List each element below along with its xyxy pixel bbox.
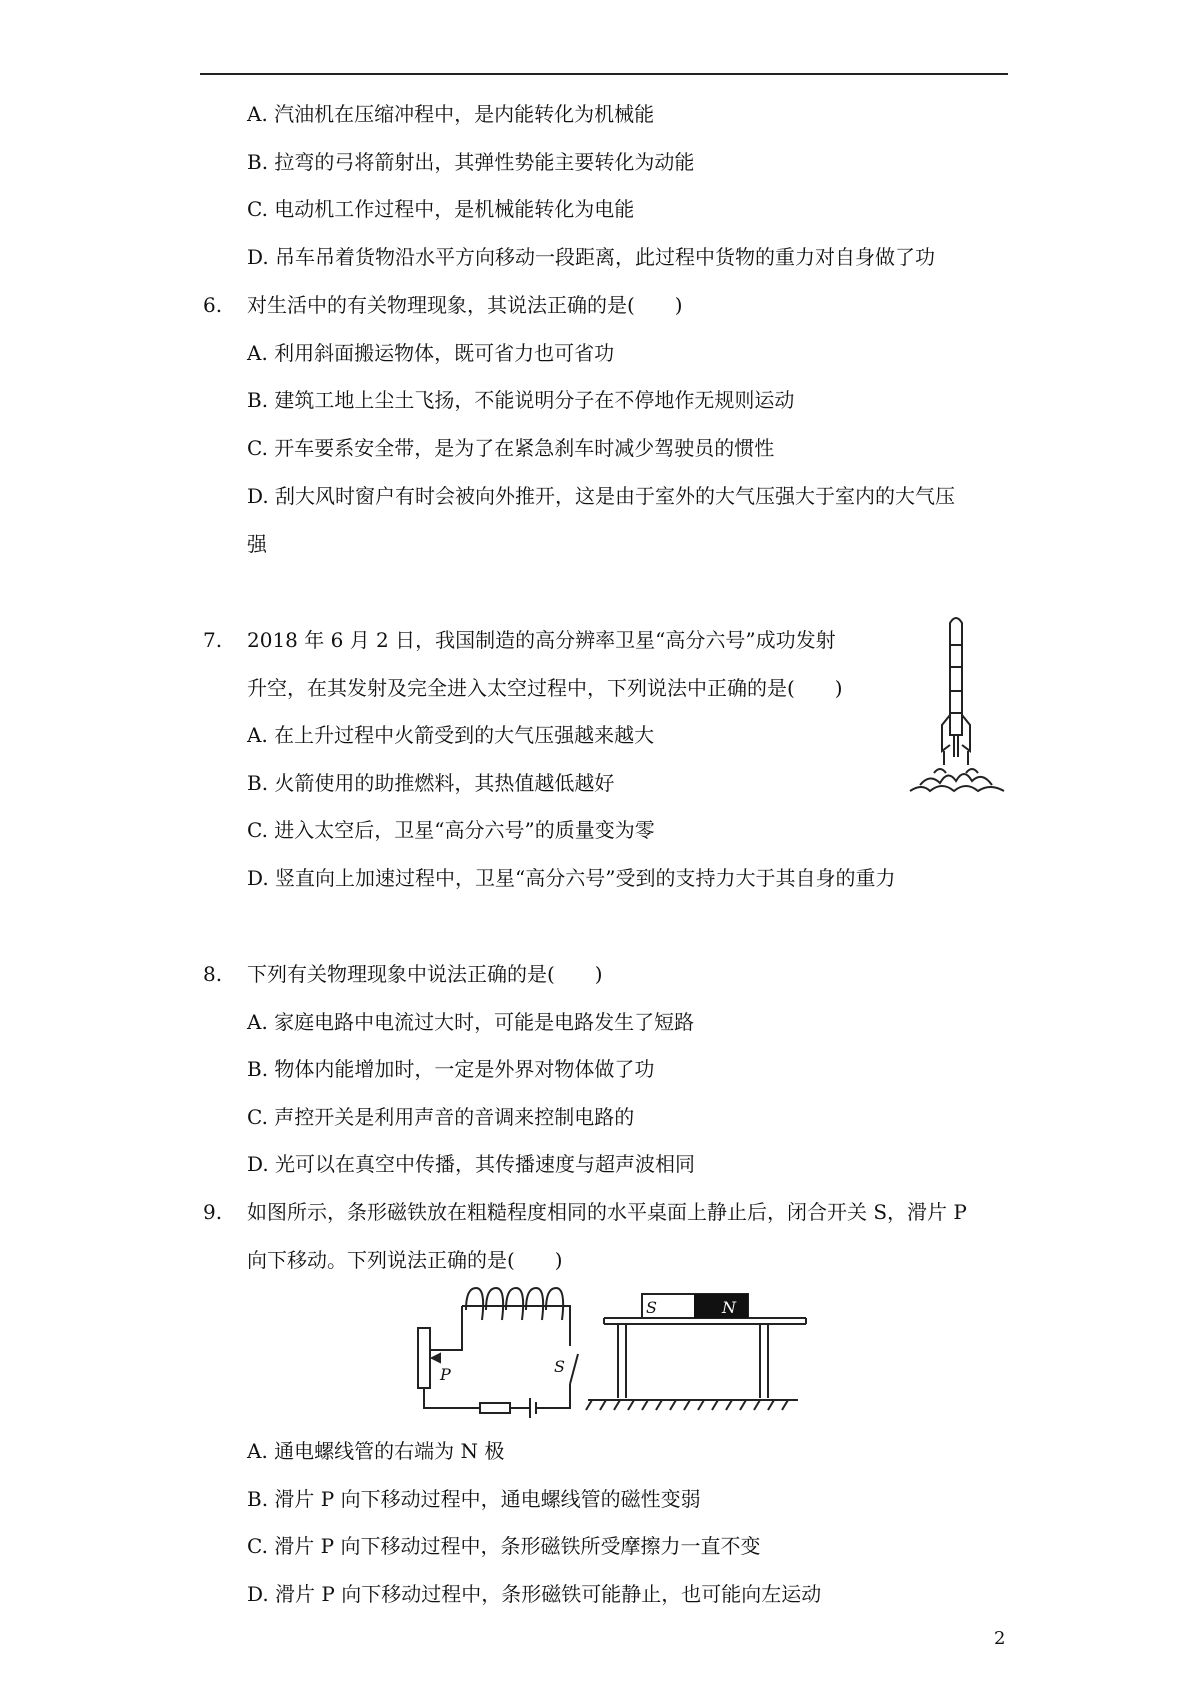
q7-stem-line1: 2018 年 6 月 2 日，我国制造的高分辨率卫星“高分六号”成功发射 bbox=[247, 628, 836, 652]
q6-stem: 对生活中的有关物理现象，其说法正确的是( ) bbox=[247, 293, 683, 317]
q9-stem-line1: 如图所示，条形磁铁放在粗糙程度相同的水平桌面上静止后，闭合开关 S，滑片 P bbox=[247, 1200, 967, 1224]
circuit-magnet-figure bbox=[410, 1280, 810, 1422]
q7-number: 7. bbox=[203, 628, 223, 652]
q9-option-d: D. 滑片 P 向下移动过程中，条形磁铁可能静止，也可能向左运动 bbox=[247, 1582, 822, 1606]
q9-number: 9. bbox=[203, 1200, 223, 1224]
q9-option-b: B. 滑片 P 向下移动过程中，通电螺线管的磁性变弱 bbox=[247, 1487, 701, 1511]
q6-option-b: B. 建筑工地上尘土飞扬，不能说明分子在不停地作无规则运动 bbox=[247, 388, 795, 412]
switch-label: S bbox=[554, 1357, 565, 1376]
slider-label: P bbox=[440, 1365, 451, 1384]
q6-option-a: A. 利用斜面搬运物体，既可省力也可省功 bbox=[247, 341, 615, 365]
q9-option-c: C. 滑片 P 向下移动过程中，条形磁铁所受摩擦力一直不变 bbox=[247, 1534, 761, 1558]
header-rule bbox=[200, 73, 1008, 75]
q9-stem-line2: 向下移动。下列说法正确的是( ) bbox=[247, 1248, 563, 1272]
q7-option-c: C. 进入太空后，卫星“高分六号”的质量变为零 bbox=[247, 818, 655, 842]
q6-option-d: D. 刮大风时窗户有时会被向外推开，这是由于室外的大气压强大于室内的大气压 bbox=[247, 484, 956, 508]
q6-option-c: C. 开车要系安全带，是为了在紧急刹车时减少驾驶员的惯性 bbox=[247, 436, 775, 460]
q7-option-b: B. 火箭使用的助推燃料，其热值越低越好 bbox=[247, 771, 615, 795]
q8-stem: 下列有关物理现象中说法正确的是( ) bbox=[247, 962, 603, 986]
q8-option-d: D. 光可以在真空中传播，其传播速度与超声波相同 bbox=[247, 1152, 696, 1176]
q5-option-c: C. 电动机工作过程中，是机械能转化为电能 bbox=[247, 197, 635, 221]
q9-option-a: A. 通电螺线管的右端为 N 极 bbox=[247, 1439, 505, 1463]
q6-option-d-continuation: 强 bbox=[247, 532, 267, 556]
q5-option-b: B. 拉弯的弓将箭射出，其弹性势能主要转化为动能 bbox=[247, 150, 695, 174]
q5-option-a: A. 汽油机在压缩冲程中，是内能转化为机械能 bbox=[247, 102, 655, 126]
q6-number: 6. bbox=[203, 293, 223, 317]
page-number: 2 bbox=[994, 1628, 1006, 1649]
rocket-figure bbox=[900, 615, 1012, 797]
q7-stem-line2: 升空，在其发射及完全进入太空过程中，下列说法中正确的是( ) bbox=[247, 676, 843, 700]
q7-option-a: A. 在上升过程中火箭受到的大气压强越来越大 bbox=[247, 723, 655, 747]
q7-option-d: D. 竖直向上加速过程中，卫星“高分六号”受到的支持力大于其自身的重力 bbox=[247, 866, 896, 890]
q8-option-b: B. 物体内能增加时，一定是外界对物体做了功 bbox=[247, 1057, 655, 1081]
q8-option-a: A. 家庭电路中电流过大时，可能是电路发生了短路 bbox=[247, 1010, 695, 1034]
magnet-n-label: N bbox=[722, 1298, 736, 1317]
magnet-s-label: S bbox=[646, 1298, 657, 1317]
q8-number: 8. bbox=[203, 962, 223, 986]
q8-option-c: C. 声控开关是利用声音的音调来控制电路的 bbox=[247, 1105, 635, 1129]
q5-option-d: D. 吊车吊着货物沿水平方向移动一段距离，此过程中货物的重力对自身做了功 bbox=[247, 245, 936, 269]
